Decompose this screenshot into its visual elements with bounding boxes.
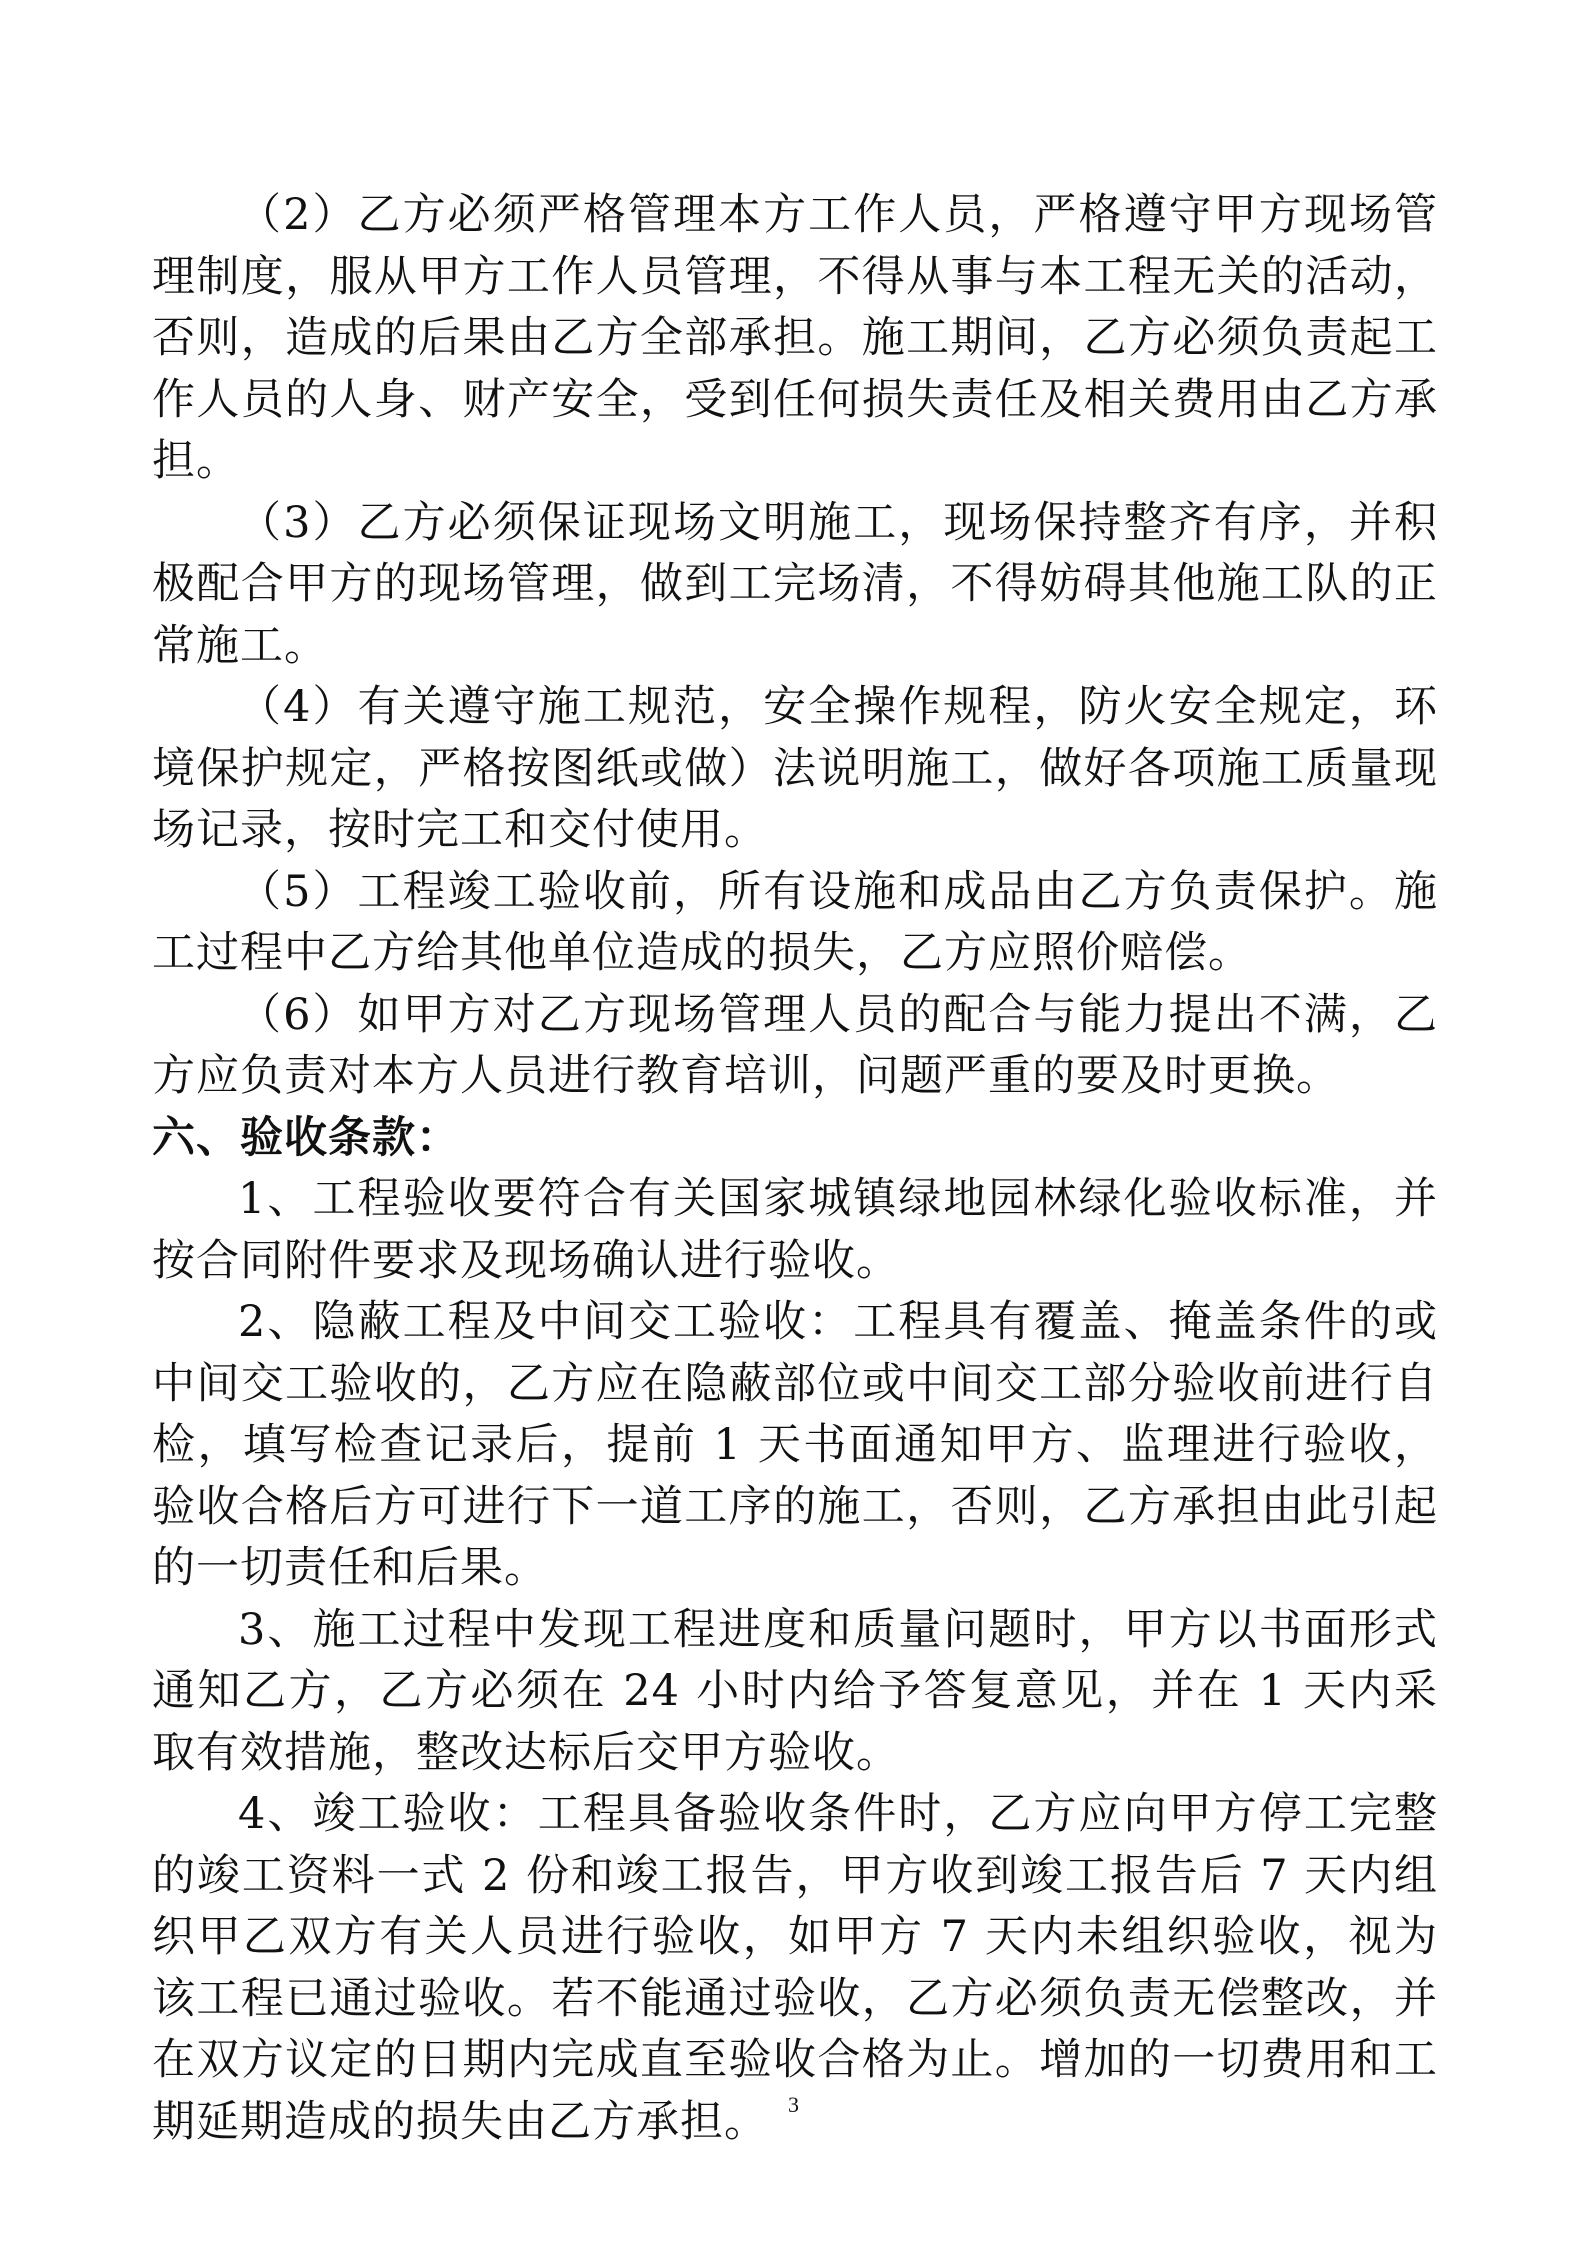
- paragraph-acceptance-4: 4、竣工验收：工程具备验收条件时，乙方应向甲方停工完整的竣工资料一式 2 份和竣工报告，甲方收到竣工报告后 7 天内组织甲乙双方有关人员进行验收，如甲方 7 天内未组织验收，视为该工程已通过验收。若不能通过验收，乙方必须负责无偿整改，并在双方议定的日期内完成直至验收合格为止。增加的一切费用和工期延期造成的损失由乙方承担。: [152, 1789, 1438, 2147]
- paragraph-clause-4: （4）有关遵守施工规范，安全操作规程，防火安全规定，环境保护规定，严格按图纸或做）法说明施工，做好各项施工质量现场记录，按时完工和交付使用。: [152, 682, 1438, 855]
- paragraph-acceptance-1: 1、工程验收要符合有关国家城镇绿地园林绿化验收标准，并按合同附件要求及现场确认进行验收。: [152, 1174, 1438, 1286]
- page-number: 3: [788, 2092, 799, 2117]
- section-heading-acceptance: 六、验收条款：: [152, 1112, 460, 1163]
- paragraph-acceptance-3: 3、施工过程中发现工程进度和质量问题时，甲方以书面形式通知乙方，乙方必须在 24 小时内给予答复意见，并在 1 天内采取有效措施，整改达标后交甲方验收。: [152, 1604, 1438, 1778]
- paragraph-clause-3: （3）乙方必须保证现场文明施工，现场保持整齐有序，并积极配合甲方的现场管理，做到工完场清，不得妨碍其他施工队的正常施工。: [152, 497, 1438, 671]
- document-body: [152, 185, 1438, 2153]
- paragraph-acceptance-2: 2、隐蔽工程及中间交工验收：工程具有覆盖、掩盖条件的或中间交工验收的，乙方应在隐蔽部位或中间交工部分验收前进行自检，填写检查记录后，提前 1 天书面通知甲方、监理进行验收，验收合格后方可进行下一道工序的施工，否则，乙方承担由此引起的一切责任和后果。: [152, 1297, 1438, 1593]
- paragraph-clause-6: （6）如甲方对乙方现场管理人员的配合与能力提出不满，乙方应负责对本方人员进行教育培训，问题严重的要及时更换。: [152, 989, 1438, 1101]
- paragraph-clause-2: （2）乙方必须严格管理本方工作人员，严格遵守甲方现场管理制度，服从甲方工作人员管理，不得从事与本工程无关的活动，否则，造成的后果由乙方全部承担。施工期间，乙方必须负责起工作人员的人身、财产安全，受到任何损失责任及相关费用由乙方承担。: [152, 190, 1438, 486]
- paragraph-clause-5: （5）工程竣工验收前，所有设施和成品由乙方负责保护。施工过程中乙方给其他单位造成的损失，乙方应照价赔偿。: [152, 866, 1438, 978]
